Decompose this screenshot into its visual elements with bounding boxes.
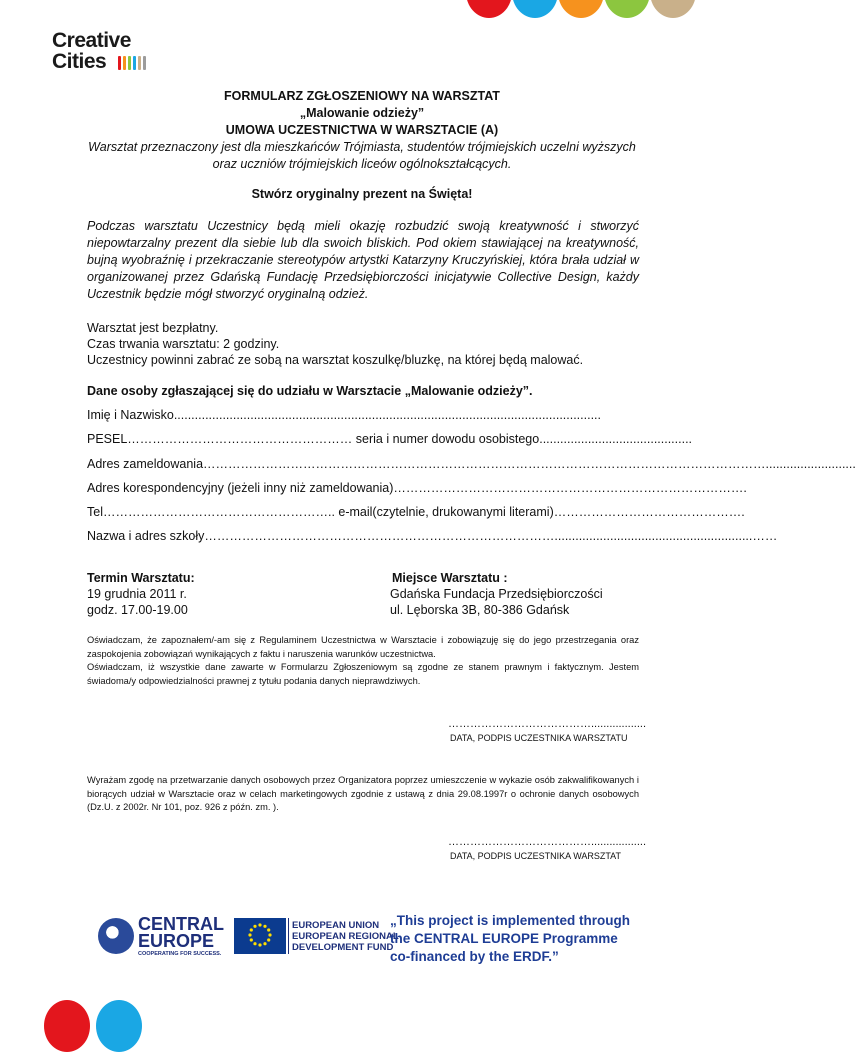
form-title: FORMULARZ ZGŁOSZENIOWY NA WARSZTAT [224, 89, 500, 103]
signature-line-2[interactable]: ………………………………….................. [448, 836, 647, 848]
address-value: ul. Lęborska 3B, 80-386 Gdańsk [390, 603, 570, 617]
consent-text: Wyrażam zgodę na przetwarzanie danych osobowych przez Organizatora poprzez umieszczenie w wykazie osób zakwalifikowanych i biorących udział w Warsztacie oraz w celach marketingowych zgodnie z ustawą z dnia 29.08.1997r o ochronie danych osobowych (Dz.U. z 2002r. Nr 101, poz. 926 z późn. zm. ). [87, 775, 639, 812]
tel-email-field[interactable]: Tel……………………………………………….. e-mail(czytelnie, drukowanymi literami)………………………………………. [87, 505, 745, 519]
eu-label [292, 920, 399, 953]
audience-line-2: oraz uczniów trójmiejskich liceów ogólnokształcących. [212, 157, 512, 171]
info-free: Warsztat jest bezpłatny. [87, 321, 219, 335]
workshop-description: Podczas warsztatu Uczestnicy będą mieli okazję rozbudzić swoją kreatywność i stworzyć niepowtarzalny prezent dla siebie lub dla swoich bliskich. Pod okiem stawiającej na kreatywność, bujną wyobraźnię i przekraczanie stereotypów artystki Katarzyny Kruczyńskiej, która brała udział w organizowanej przez Gdańską Fundację Przedsiębiorczości inicjatywie Collective Design, każdy Uczestnik będzie mógł stworzyć oryginalną odzież. [87, 219, 639, 301]
logo-color-bars [118, 56, 146, 70]
signature-label-2: DATA, PODPIS UCZESTNIKA WARSZTAT [450, 851, 622, 861]
logo-word-cities: Cities [52, 50, 107, 73]
declaration-rules: Oświadczam, że zapoznałem/-am się z Regulaminem Uczestnictwa w Warsztacie i zobowiązuję się do jego przestrzegania oraz zaspokojenia zobowiązań wynikających z faktu i naruszenia warunków uczestnictwa. [87, 635, 639, 659]
decor-dot-beige [650, 0, 696, 18]
contract-title: UMOWA UCZESTNICTWA W WARSZTACIE (A) [225, 123, 499, 137]
date-value: 19 grudnia 2011 r. [87, 587, 187, 601]
logo-word-creative: Creative [52, 29, 131, 52]
ce-subtitle: COOPERATING FOR SUCCESS. [138, 951, 222, 957]
globe-icon [98, 918, 134, 954]
ce-line-1: CENTRAL [138, 914, 224, 934]
form-heading: Dane osoby zgłaszającej się do udziału w Warsztacie „Malowanie odzieży”. [87, 384, 533, 398]
correspondence-address-field[interactable]: Adres korespondencyjny (jeżeli inny niż zameldowania)…………………………………………………………………………. [87, 481, 747, 495]
school-field[interactable]: Nazwa i adres szkoły………………………………………………………………………….........................................................…… [87, 529, 778, 543]
ce-line-2: EUROPE [138, 931, 215, 951]
decor-dot-bottom-blue [96, 1000, 142, 1052]
decor-dot-green [604, 0, 650, 18]
central-europe-logo [98, 916, 222, 960]
eu-flag-icon [234, 918, 286, 954]
place-label: Miejsce Warsztatu : [392, 571, 508, 585]
eu-line-1: EUROPEAN UNION [292, 920, 380, 931]
decor-dot-red [466, 0, 512, 18]
decor-dot-bottom-red [44, 1000, 90, 1052]
time-value: godz. 17.00-19.00 [87, 603, 188, 617]
name-field[interactable]: Imię i Nazwisko........................................................................................................................... [87, 408, 601, 422]
info-duration: Czas trwania warsztatu: 2 godziny. [87, 337, 280, 351]
eu-line-3: DEVELOPMENT FUND [292, 942, 394, 953]
decor-dot-orange [558, 0, 604, 18]
info-bring: Uczestnicy powinni zabrać ze sobą na warsztat koszulkę/bluzkę, na której będą malować. [87, 353, 584, 367]
date-label: Termin Warsztatu: [87, 571, 195, 585]
signature-line-1[interactable]: ………………………………….................. [448, 718, 647, 730]
project-note: „This project is implemented through the CENTRAL EUROPE Programme co-financed by the ERDF.” [390, 913, 631, 964]
pesel-field[interactable]: PESEL……………………………………………… seria i numer dowodu osobistego............................................ [87, 432, 693, 446]
tagline: Stwórz oryginalny prezent na Święta! [251, 187, 473, 201]
declaration-truth: Oświadczam, iż wszystkie dane zawarte w Formularzu Zgłoszeniowym są zgodne ze stanem prawnym i faktycznym. Jestem świadoma/y odpowiedzialności prawnej z tytułu podania danych nieprawdziwych. [87, 662, 639, 686]
decor-dot-blue [512, 0, 558, 18]
audience-line-1: Warsztat przeznaczony jest dla mieszkańców Trójmiasta, studentów trójmiejskich uczelni wyższych [88, 140, 636, 154]
workshop-name: „Malowanie odzieży” [299, 106, 425, 120]
place-value: Gdańska Fundacja Przedsiębiorczości [390, 587, 603, 601]
signature-label-1: DATA, PODPIS UCZESTNIKA WARSZTATU [450, 733, 628, 743]
address-field[interactable]: Adres zameldowania……………………………………………………………………………………………………………………….......................... [87, 457, 856, 471]
eu-line-2: EUROPEAN REGIONAL [292, 931, 399, 942]
creative-cities-logo [52, 30, 162, 76]
